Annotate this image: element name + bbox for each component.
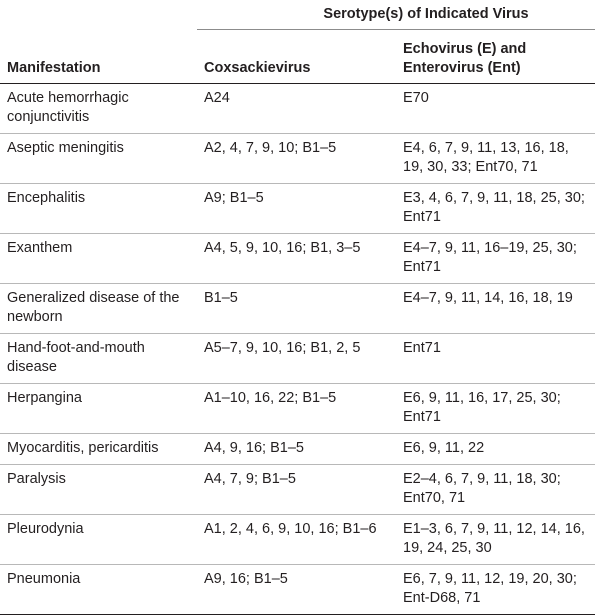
manifestation-cell: Pleurodynia — [0, 515, 197, 565]
echovirus-cell: E4–7, 9, 11, 16–19, 25, 30; Ent71 — [396, 234, 595, 284]
echovirus-cell: E1–3, 6, 7, 9, 11, 12, 14, 16, 19, 24, 25, 30 — [396, 515, 595, 565]
table-row — [0, 284, 595, 334]
manifestation-cell: Encephalitis — [0, 184, 197, 234]
group-header: Serotype(s) of Indicated Virus — [197, 0, 595, 30]
manifestation-cell: Paralysis — [0, 465, 197, 515]
manifestation-cell: Generalized disease of the newborn — [0, 284, 197, 334]
echovirus-cell: E4, 6, 7, 9, 11, 13, 16, 18, 19, 30, 33; Ent70, 71 — [396, 134, 595, 184]
echovirus-cell: E6, 7, 9, 11, 12, 19, 20, 30; Ent-D68, 71 — [396, 565, 595, 615]
manifestation-cell: Pneumonia — [0, 565, 197, 615]
table-body — [0, 84, 595, 615]
coxsackievirus-cell: A9, 16; B1–5 — [197, 565, 396, 615]
manifestation-cell: Aseptic meningitis — [0, 134, 197, 184]
blank-header-cell — [0, 0, 197, 30]
table-row — [0, 465, 595, 515]
table-row — [0, 565, 595, 615]
table-row — [0, 434, 595, 465]
coxsackievirus-cell: A1–10, 16, 22; B1–5 — [197, 384, 396, 434]
table-row — [0, 84, 595, 134]
echovirus-cell: E6, 9, 11, 16, 17, 25, 30; Ent71 — [396, 384, 595, 434]
manifestation-cell: Exanthem — [0, 234, 197, 284]
coxsackievirus-cell: A1, 2, 4, 6, 9, 10, 16; B1–6 — [197, 515, 396, 565]
echovirus-cell: E2–4, 6, 7, 9, 11, 18, 30; Ent70, 71 — [396, 465, 595, 515]
table-row — [0, 384, 595, 434]
manifestation-cell: Hand-foot-and-mouth disease — [0, 334, 197, 384]
echovirus-cell: E6, 9, 11, 22 — [396, 434, 595, 465]
table-row — [0, 515, 595, 565]
manifestation-cell: Myocarditis, pericarditis — [0, 434, 197, 465]
group-header-row — [0, 0, 595, 30]
echovirus-cell: E70 — [396, 84, 595, 134]
coxsackievirus-cell: A9; B1–5 — [197, 184, 396, 234]
coxsackievirus-cell: A4, 5, 9, 10, 16; B1, 3–5 — [197, 234, 396, 284]
coxsackievirus-cell: A4, 9, 16; B1–5 — [197, 434, 396, 465]
echovirus-cell: Ent71 — [396, 334, 595, 384]
table-header — [0, 0, 595, 84]
column-header-echovirus: Echovirus (E) and Enterovirus (Ent) — [396, 30, 595, 84]
manifestation-cell: Acute hemorrhagic conjunctivitis — [0, 84, 197, 134]
coxsackievirus-cell: B1–5 — [197, 284, 396, 334]
table-row — [0, 134, 595, 184]
table-row — [0, 184, 595, 234]
column-header-coxsackievirus: Coxsackievirus — [197, 30, 396, 84]
echovirus-cell: E4–7, 9, 11, 14, 16, 18, 19 — [396, 284, 595, 334]
table-row — [0, 234, 595, 284]
coxsackievirus-cell: A24 — [197, 84, 396, 134]
coxsackievirus-cell: A4, 7, 9; B1–5 — [197, 465, 396, 515]
manifestation-cell: Herpangina — [0, 384, 197, 434]
coxsackievirus-cell: A2, 4, 7, 9, 10; B1–5 — [197, 134, 396, 184]
column-header-row — [0, 30, 595, 84]
echovirus-cell: E3, 4, 6, 7, 9, 11, 18, 25, 30; Ent71 — [396, 184, 595, 234]
table-row — [0, 334, 595, 384]
column-header-manifestation: Manifestation — [0, 30, 197, 84]
coxsackievirus-cell: A5–7, 9, 10, 16; B1, 2, 5 — [197, 334, 396, 384]
